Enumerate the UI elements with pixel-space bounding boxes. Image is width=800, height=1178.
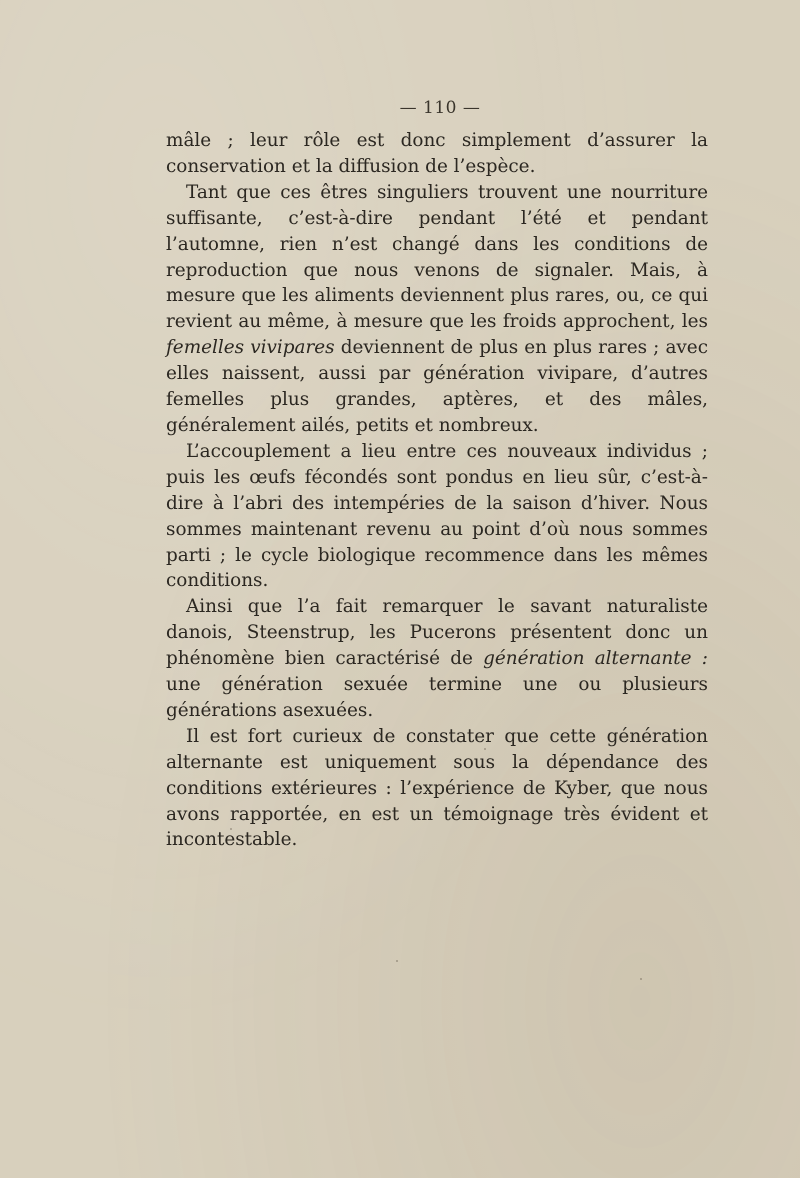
italic-phrase: femelles vivipares: [166, 337, 335, 359]
text-run: une génération sexuée termine une ou plusieurs générations asexuées.: [166, 674, 708, 721]
paragraph: [166, 180, 708, 439]
paragraph: [166, 594, 708, 724]
text-run: Ainsi que l’a fait remarquer le savant naturaliste danois, Steenstrup, les Pucerons présentent donc un phénomène bien caractérisé de: [166, 596, 708, 670]
text-run: Tant que ces êtres singuliers trouvent une nourriture suffisante, c’est-à-dire pendant l’été et pendant l’automne, rien n’est changé dans les conditions de reproduction que nous venons de signaler. Mais, à mesure que les aliments deviennent plus rares, ou, ce qui revient au même, à mesure que les froids approchent, les: [166, 181, 708, 333]
paper-speck: [484, 748, 486, 750]
italic-phrase: génération alternante :: [483, 648, 708, 670]
text-run: Il est fort curieux de constater que cette génération alternante est uniquement sous la dépendance des conditions extérieures : l’expérience de Kyber, que nous avons rapportée, en est un témoignage très évident et incontestable.: [166, 725, 708, 851]
paragraph: [166, 724, 708, 854]
paper-speck: [396, 960, 398, 962]
text-run: mâle ; leur rôle est donc simplement d’assurer la conservation et la diffusion de l’espèce.: [166, 130, 708, 177]
paragraph: [166, 128, 708, 180]
paragraph: [166, 439, 708, 594]
paper-speck: [230, 828, 232, 830]
body-text: [166, 128, 708, 853]
text-run: deviennent de plus en plus rares ; avec elles naissent, aussi par génération vivipare, d’autres femelles plus grandes, aptères, et des mâles, généralement ailés, petits et nombreux.: [166, 337, 708, 436]
paper-speck: [640, 978, 642, 980]
text-run: L’accouplement a lieu entre ces nouveaux individus ; puis les œufs fécondés sont pondus en lieu sûr, c’est-à-dire à l’abri des intempéries de la saison d’hiver. Nous sommes maintenant revenu au point d’où nous sommes parti ; le cycle biologique recommence dans les mêmes conditions.: [166, 440, 708, 592]
page-number: — 110 —: [399, 98, 481, 118]
